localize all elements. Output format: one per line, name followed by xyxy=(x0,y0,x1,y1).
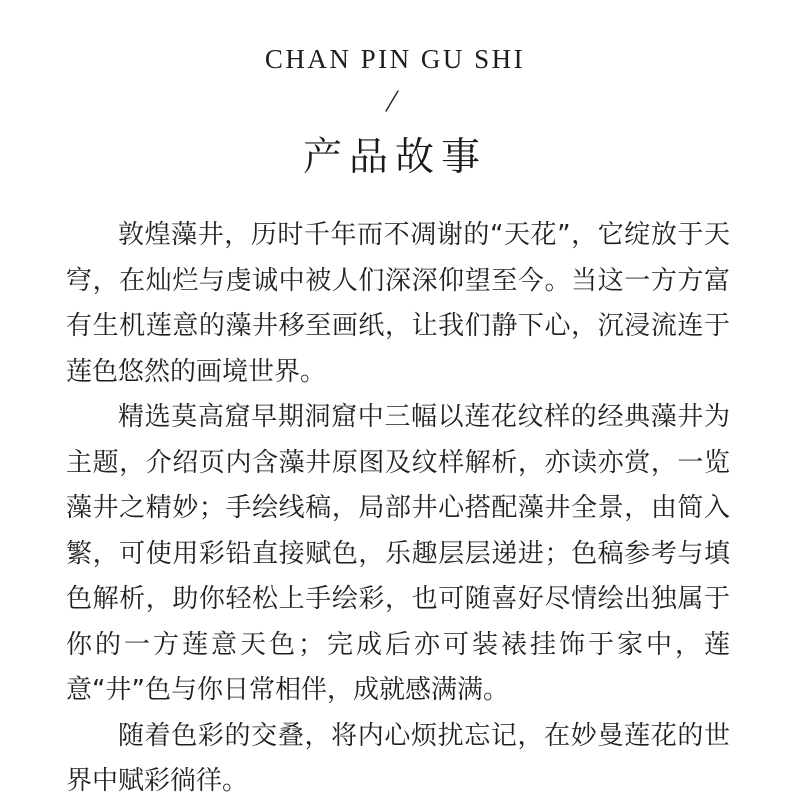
pinyin-subtitle: CHAN PIN GU SHI xyxy=(264,44,526,74)
paragraph-closing: 随着色彩的交叠，将内心烦扰忘记，在妙曼莲花的世界中赋彩徜徉。 xyxy=(66,720,730,796)
paragraph-details: 精选莫高窟早期洞窟中三幅以莲花纹样的经典藻井为主题，介绍页内含藻井原图及纹样解析，亦读亦赏，一览藻井之精妙；手绘线稿，局部井心搭配藻井全景，由简入繁，可使用彩铅直接赋色，乐趣层层递进；色稿参考与填色解析，助你轻松上手绘彩，也可随喜好尽情绘出独属于你的一方莲意天色；完成后亦可装裱挂饰于家中，莲意“井”色与你日常相伴，成就感满满。 xyxy=(66,402,730,705)
paragraph-intro: 敦煌藻井，历时千年而不凋谢的“天花”，它绽放于天穹，在灿烂与虔诚中被人们深深仰望至今。当这一方方富有生机莲意的藻井移至画纸，让我们静下心，沉浸流连于莲色悠然的画境世界。 xyxy=(66,220,730,387)
story-body xyxy=(66,213,730,805)
slash-divider-icon xyxy=(384,90,400,112)
page-title: 产品故事 xyxy=(302,135,487,180)
